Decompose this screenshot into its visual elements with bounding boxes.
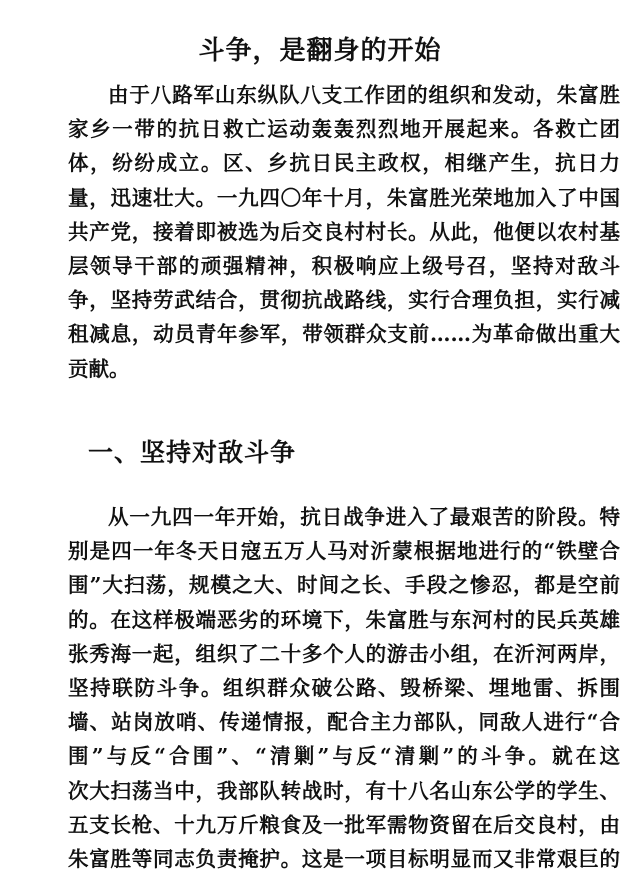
text-line: 坚持联防斗争。组织群众破公路、毁桥梁、埋地雷、拆围 [68, 675, 620, 700]
page-title: 斗争，是翻身的开始 [198, 36, 442, 66]
text-line: 围”与反“合围”、“清剿”与反“清剿”的斗争。就在这 [68, 744, 620, 769]
text-line: 张秀海一起，组织了二十多个人的游击小组，在沂河两岸， [68, 641, 620, 666]
text-line: 家乡一带的抗日救亡运动轰轰烈烈地开展起来。各救亡团 [68, 117, 620, 142]
text-line: 量，迅速壮大。一九四〇年十月，朱富胜光荣地加入了中国 [68, 185, 620, 210]
text-line: 次大扫荡当中，我部队转战时，有十八名山东公学的学生、 [68, 778, 620, 803]
text-line: 体，纷纷成立。区、乡抗日民主政权，相继产生，抗日力 [68, 151, 620, 176]
intro-paragraph [68, 78, 620, 386]
text-line: 的。在这样极端恶劣的环境下，朱富胜与东河村的民兵英雄 [68, 607, 620, 632]
text-line: 租减息，动员青年参军，带领群众支前……为革命做出重大 [68, 322, 620, 347]
section-heading: 一、坚持对敌斗争 [88, 438, 297, 467]
text-line: 围”大扫荡，规模之大、时间之长、手段之惨忍，都是空前 [68, 573, 620, 598]
text-line: 争，坚持劳武结合，贯彻抗战路线，实行合理负担，实行减 [68, 288, 620, 313]
text-line: 墙、站岗放哨、传递情报，配合主力部队，同敌人进行“合 [68, 710, 620, 735]
text-line: 层领导干部的顽强精神，积极响应上级号召，坚持对敌斗 [68, 253, 620, 278]
text-line: 五支长枪、十九万斤粮食及一批军需物资留在后交良村，由 [68, 812, 620, 837]
text-line: 朱富胜等同志负责掩护。这是一项目标明显而又非常艰巨的 [68, 846, 620, 871]
text-line: 贡献。 [68, 356, 130, 381]
section-paragraph [68, 500, 620, 876]
text-line: 别是四一年冬天日寇五万人马对沂蒙根据地进行的“铁壁合 [68, 539, 620, 564]
text-line: 由于八路军山东纵队八支工作团的组织和发动，朱富胜 [108, 83, 620, 107]
text-line: 共产党，接着即被选为后交良村村长。从此，他便以农村基 [68, 219, 620, 244]
text-line: 从一九四一年开始，抗日战争进入了最艰苦的阶段。特 [108, 505, 620, 529]
